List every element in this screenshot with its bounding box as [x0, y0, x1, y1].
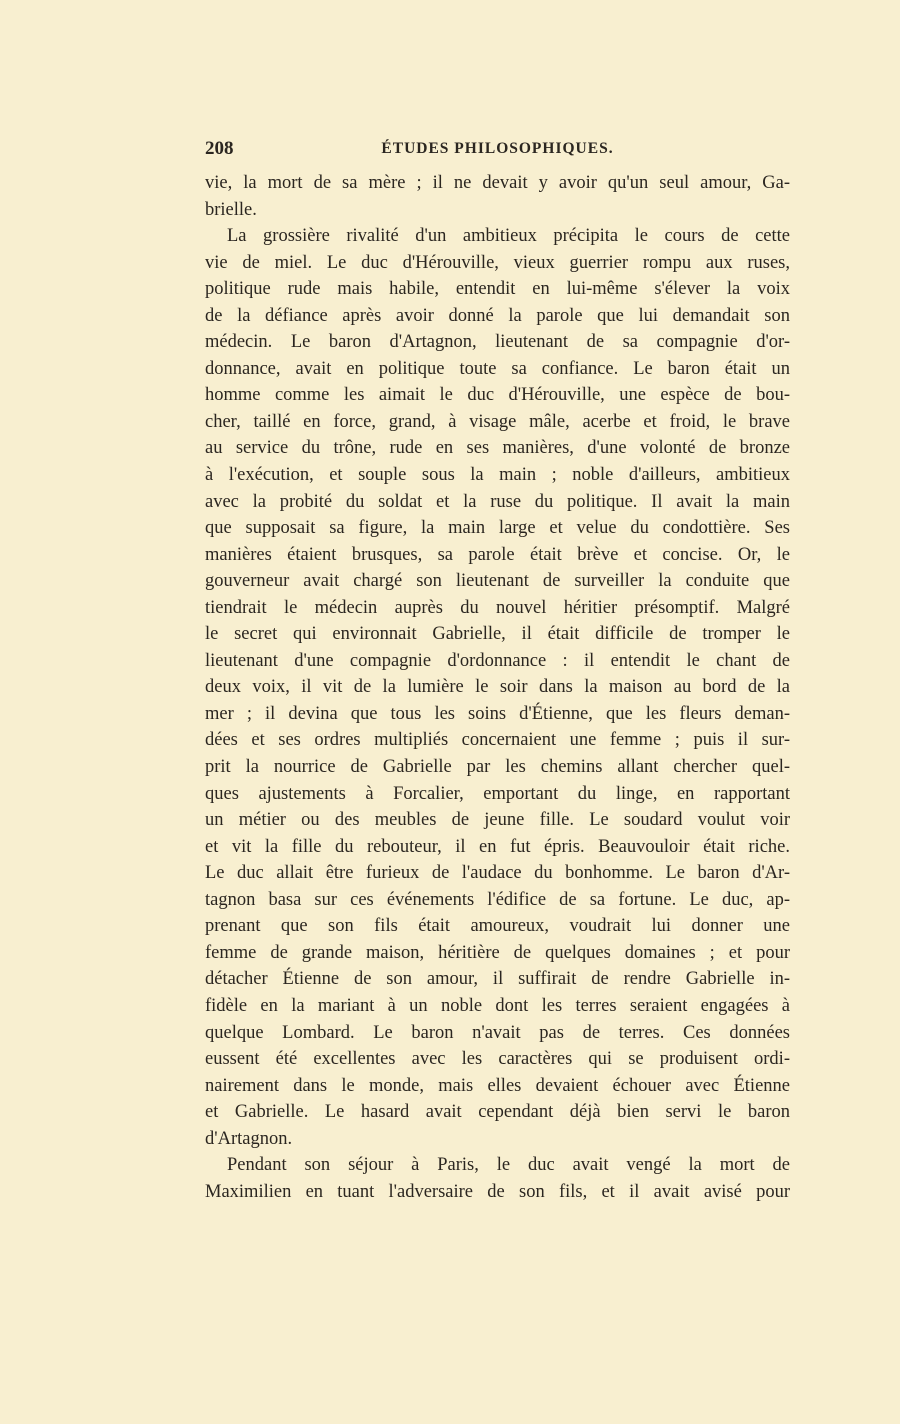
text-line: tagnon basa sur ces événements l'édifice de sa fortune. Le duc, ap-	[205, 889, 790, 910]
text-line: Le duc allait être furieux de l'audace du bonhomme. Le baron d'Ar-	[205, 863, 790, 884]
text-line: nairement dans le monde, mais elles devaient échouer avec Étienne	[205, 1075, 790, 1096]
text-line: vie, la mort de sa mère ; il ne devait y avoir qu'un seul amour, Ga-	[205, 173, 790, 193]
text-line: vie de miel. Le duc d'Hérouville, vieux guerrier rompu aux ruses,	[205, 252, 790, 273]
text-line: manières étaient brusques, sa parole était brève et concise. Or, le	[205, 544, 790, 565]
text-line: mer ; il devina que tous les soins d'Étienne, que les fleurs deman-	[205, 703, 790, 724]
text-line: un métier ou des meubles de jeune fille. Le soudard voulut voir	[205, 810, 790, 831]
text-line: de la défiance après avoir donné la parole que lui demandait son	[205, 305, 790, 326]
text-line: tiendrait le médecin auprès du nouvel héritier présomptif. Malgré	[205, 597, 790, 618]
text-line: Pendant son séjour à Paris, le duc avait vengé la mort de	[227, 1155, 790, 1176]
text-line: femme de grande maison, héritière de quelques domaines ; et pour	[205, 942, 790, 963]
text-line: prit la nourrice de Gabrielle par les chemins allant chercher quel-	[205, 757, 790, 778]
text-line: politique rude mais habile, entendit en lui-même s'élever la voix	[205, 279, 790, 300]
text-line: gouverneur avait chargé son lieutenant de surveiller la conduite que	[205, 571, 790, 592]
page-number: 208	[205, 138, 234, 159]
text-line: La grossière rivalité d'un ambitieux précipita le cours de cette	[227, 226, 790, 247]
text-line: cher, taillé en force, grand, à visage mâle, acerbe et froid, le brave	[205, 411, 790, 432]
running-title: ÉTUDES PHILOSOPHIQUES.	[381, 140, 614, 157]
text-line: lieutenant d'une compagnie d'ordonnance : il entendit le chant de	[205, 650, 790, 671]
text-line: dées et ses ordres multipliés concernaient une femme ; puis il sur-	[205, 730, 790, 751]
text-line: d'Artagnon.	[205, 1128, 293, 1149]
text-line: homme comme les aimait le duc d'Hérouville, une espèce de bou-	[205, 385, 790, 406]
text-line: fidèle en la mariant à un noble dont les terres seraient engagées à	[205, 995, 790, 1016]
running-header	[205, 138, 790, 164]
text-line: brielle.	[205, 199, 257, 220]
text-line: que supposait sa figure, la main large et velue du condottière. Ses	[205, 518, 790, 539]
text-line: médecin. Le baron d'Artagnon, lieutenant de sa compagnie d'or-	[205, 332, 790, 353]
text-line: prenant que son fils était amoureux, voudrait lui donner une	[205, 916, 790, 937]
page-body-text	[205, 170, 790, 1205]
text-line: et vit la fille du rebouteur, il en fut épris. Beauvouloir était riche.	[205, 836, 790, 857]
text-line: avec la probité du soldat et la ruse du politique. Il avait la main	[205, 491, 790, 512]
text-line: eussent été excellentes avec les caractères qui se produisent ordi-	[205, 1049, 790, 1070]
text-line: Maximilien en tuant l'adversaire de son fils, et il avait avisé pour	[205, 1181, 790, 1202]
text-line: deux voix, il vit de la lumière le soir dans la maison au bord de la	[205, 677, 790, 698]
text-line: à l'exécution, et souple sous la main ; noble d'ailleurs, ambitieux	[205, 465, 790, 486]
text-line: au service du trône, rude en ses manières, d'une volonté de bronze	[205, 438, 790, 459]
text-line: et Gabrielle. Le hasard avait cependant déjà bien servi le baron	[205, 1102, 790, 1123]
text-line: quelque Lombard. Le baron n'avait pas de terres. Ces données	[205, 1022, 790, 1043]
text-line: détacher Étienne de son amour, il suffirait de rendre Gabrielle in-	[205, 969, 790, 990]
text-line: le secret qui environnait Gabrielle, il était difficile de tromper le	[205, 624, 790, 645]
text-line: ques ajustements à Forcalier, emportant du linge, en rapportant	[205, 783, 790, 804]
text-line: donnance, avait en politique toute sa confiance. Le baron était un	[205, 358, 790, 379]
